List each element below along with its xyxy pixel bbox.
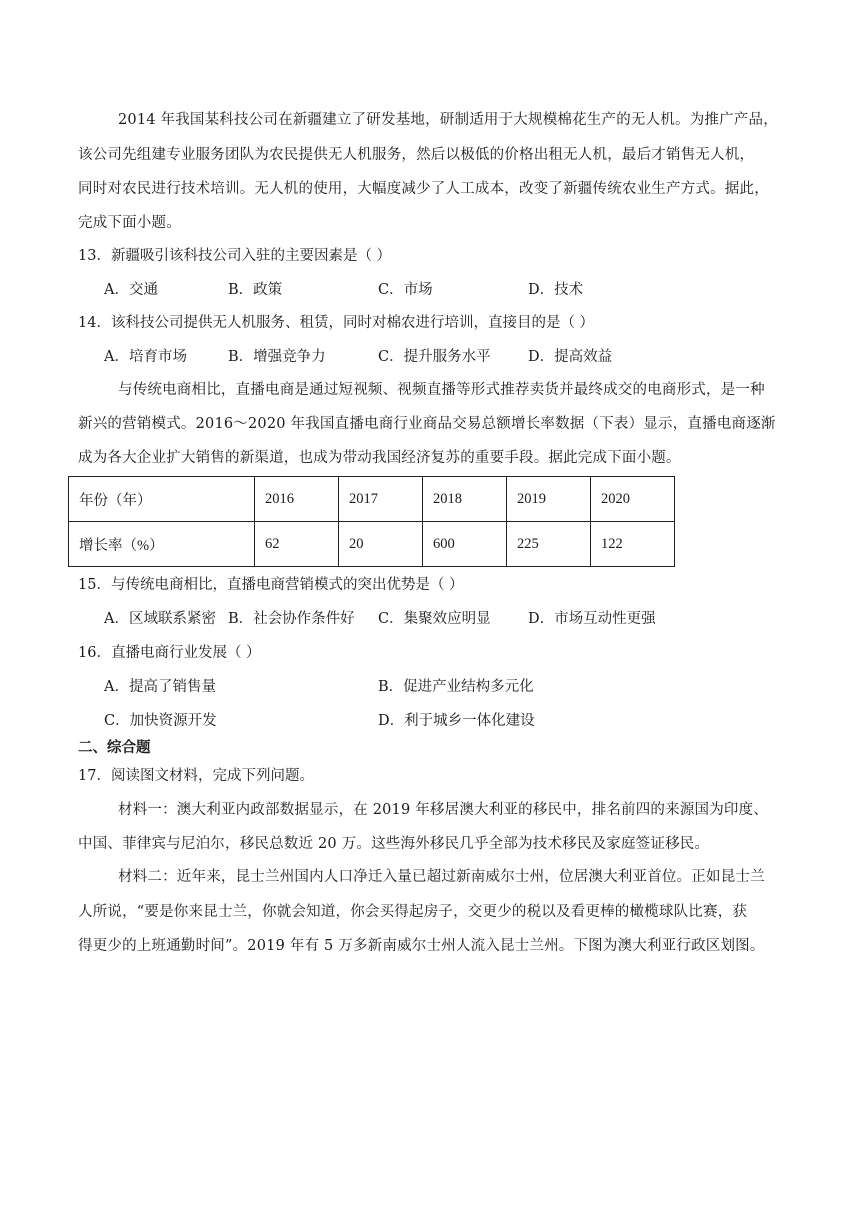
q14-option-b[interactable]: B．增强竞争力 xyxy=(228,349,326,365)
q16-option-d[interactable]: D．利于城乡一体化建设 xyxy=(378,713,535,729)
passage-line: 2014 年我国某科技公司在新疆建立了研发基地，研制适用于大规模棉花生产的无人机。为推广产品， xyxy=(118,112,778,128)
table-cell: 2019 xyxy=(507,477,591,522)
q15-option-a[interactable]: A．区域联系紧密 xyxy=(104,611,216,627)
passage-line: 与传统电商相比，直播电商是通过短视频、视频直播等形式推荐卖货并最终成交的电商形式，是一种 xyxy=(118,382,765,398)
table-row xyxy=(69,477,675,522)
passage-line: 新兴的营销模式。2016～2020 年我国直播电商行业商品交易总额增长率数据（下表）显示，直播电商逐渐 xyxy=(78,416,776,432)
question-15-stem: 15．与传统电商相比，直播电商营销模式的突出优势是（ ） xyxy=(78,577,464,593)
material-line: 中国、菲律宾与尼泊尔，移民总数近 20 万。这些海外移民几乎全部为技术移民及家庭签证移民。 xyxy=(78,836,710,852)
table-cell: 62 xyxy=(255,522,339,567)
material-line: 材料一：澳大利亚内政部数据显示，在 2019 年移居澳大利亚的移民中，排名前四的来源国为印度、 xyxy=(118,802,769,818)
q13-option-d[interactable]: D．技术 xyxy=(528,282,584,298)
passage-line: 该公司先组建专业服务团队为农民提供无人机服务，然后以极低的价格出租无人机，最后才销售无人机， xyxy=(78,147,755,163)
table-cell: 2016 xyxy=(255,477,339,522)
question-17-stem: 17．阅读图文材料，完成下列问题。 xyxy=(78,768,314,784)
q16-option-a[interactable]: A．提高了销售量 xyxy=(104,679,216,695)
table-row xyxy=(69,522,675,567)
q15-option-d[interactable]: D．市场互动性更强 xyxy=(528,611,656,627)
table-cell: 2017 xyxy=(339,477,423,522)
q15-option-c[interactable]: C．集聚效应明显 xyxy=(378,611,491,627)
q14-option-c[interactable]: C．提升服务水平 xyxy=(378,349,491,365)
section-heading: 二、综合题 xyxy=(78,740,151,756)
q13-option-a[interactable]: A．交通 xyxy=(104,282,158,298)
table-cell: 600 xyxy=(423,522,507,567)
table-cell: 20 xyxy=(339,522,423,567)
material-line: 人所说，“要是你来昆士兰，你就会知道，你会买得起房子，交更少的税以及看更棒的橄榄球队比赛，获 xyxy=(78,904,748,920)
q14-option-a[interactable]: A．培育市场 xyxy=(104,349,187,365)
row-header-year: 年份（年） xyxy=(69,477,255,522)
q14-option-d[interactable]: D．提高效益 xyxy=(528,349,613,365)
passage-line: 成为各大企业扩大销售的新渠道，也成为带动我国经济复苏的重要手段。据此完成下面小题。 xyxy=(78,450,681,466)
q16-option-b[interactable]: B．促进产业结构多元化 xyxy=(378,679,534,695)
q13-option-c[interactable]: C．市场 xyxy=(378,282,433,298)
question-13-stem: 13．新疆吸引该科技公司入驻的主要因素是（ ） xyxy=(78,248,392,264)
question-16-stem: 16．直播电商行业发展（ ） xyxy=(78,645,261,661)
growth-rate-table xyxy=(68,476,675,567)
table-cell: 122 xyxy=(591,522,675,567)
table-cell: 2018 xyxy=(423,477,507,522)
q13-option-b[interactable]: B．政策 xyxy=(228,282,283,298)
passage-line: 完成下面小题。 xyxy=(78,215,181,231)
material-line: 得更少的上班通勤时间”。2019 年有 5 万多新南威尔士州人流入昆士兰州。下图为澳大利亚行政区划图。 xyxy=(78,938,765,954)
table-cell: 2020 xyxy=(591,477,675,522)
table-cell: 225 xyxy=(507,522,591,567)
row-header-growth-rate: 增长率（%） xyxy=(69,522,255,567)
passage-line: 同时对农民进行技术培训。无人机的使用，大幅度减少了人工成本，改变了新疆传统农业生产方式。据此， xyxy=(78,181,769,197)
q15-option-b[interactable]: B．社会协作条件好 xyxy=(228,611,355,627)
question-14-stem: 14．该科技公司提供无人机服务、租赁，同时对棉农进行培训，直接目的是（ ） xyxy=(78,315,595,331)
material-line: 材料二：近年来，昆士兰州国内人口净迁入量已超过新南威尔士州，位居澳大利亚首位。正如昆士兰 xyxy=(118,869,765,885)
q16-option-c[interactable]: C．加快资源开发 xyxy=(104,713,217,729)
